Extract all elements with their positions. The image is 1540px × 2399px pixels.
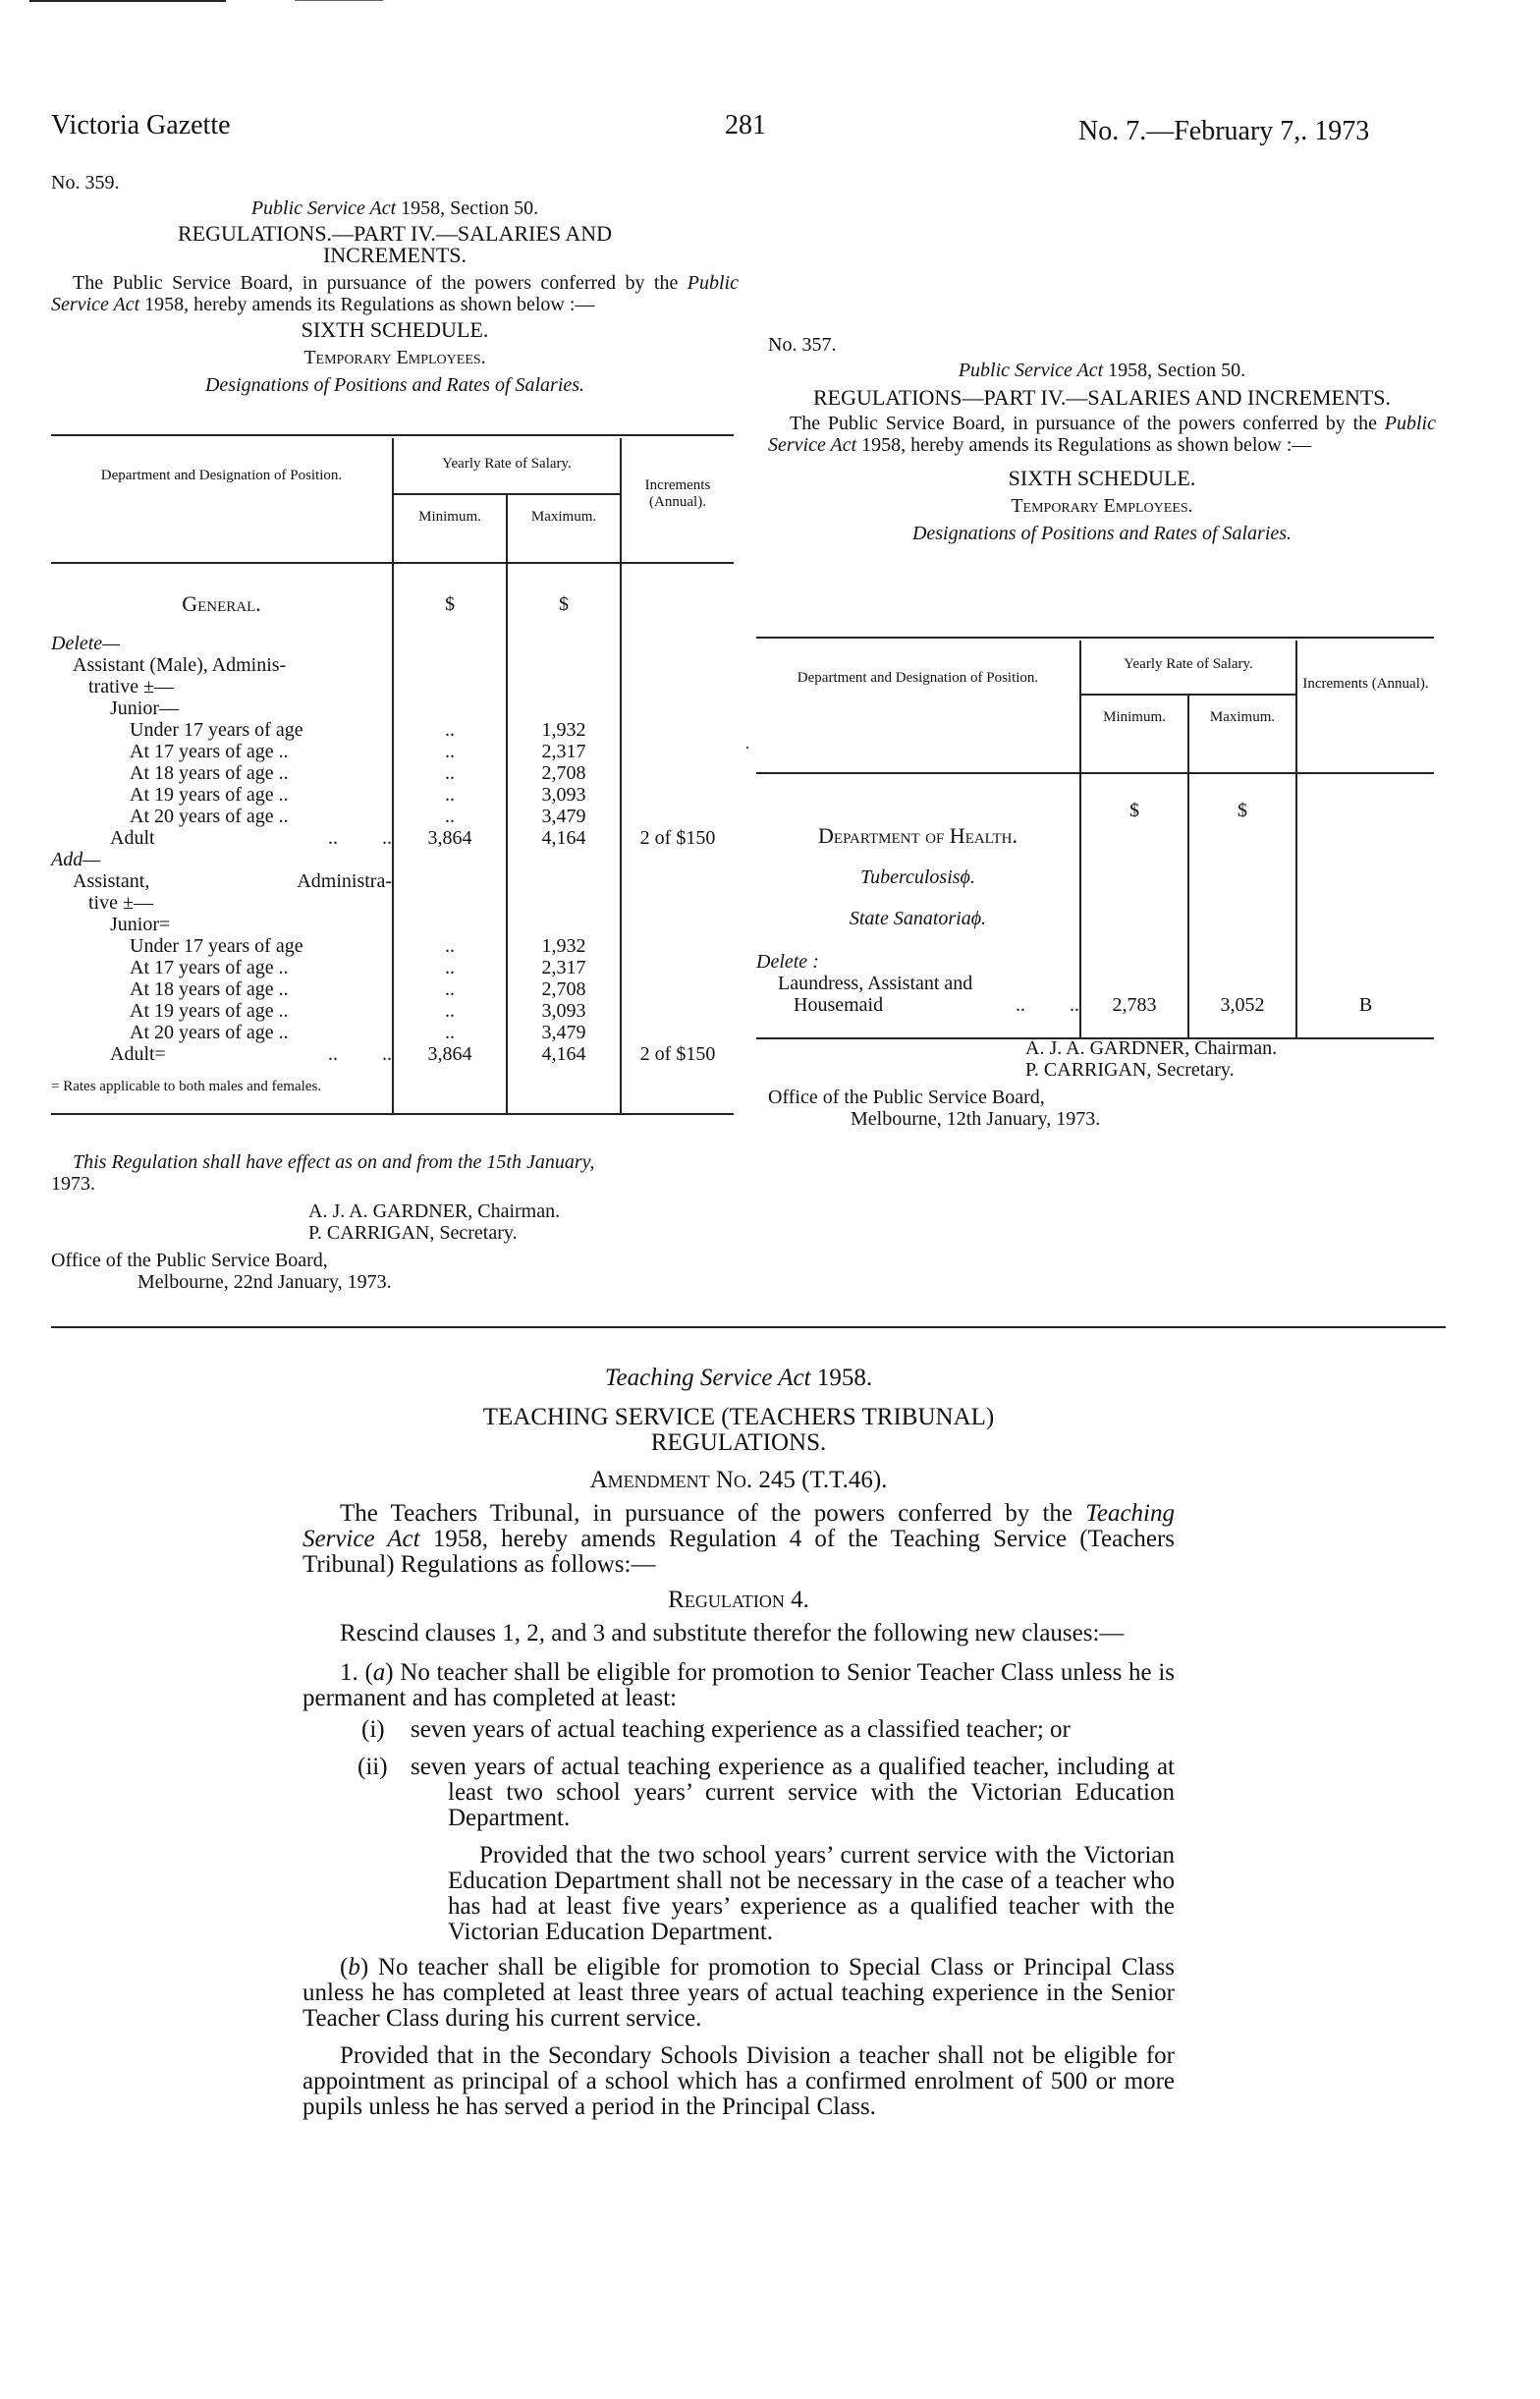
row-label: Adult= .. .. [110, 1043, 392, 1065]
table-footnote: = Rates applicable to both males and females. [51, 1065, 393, 1114]
cell-increments [621, 1022, 734, 1043]
teaching-notice [302, 1366, 1175, 2120]
place-date: Melbourne, 12th January, 1973. [851, 1108, 1101, 1130]
proviso-2: Provided that in the Secondary Schools Division a teacher shall not be eligible for appointment as principal of a school which has a confirmed enrolment of 500 or more pupils unless he has served a period in the Principal Class. [302, 2042, 1175, 2120]
table-row [51, 1022, 734, 1043]
row-label: At 20 years of age .. [130, 806, 289, 827]
notice-intro: The Public Service Board, in pursuance of the powers conferred by the Public Service Act 1958, hereby amends its Regulations as shown below :— [51, 272, 739, 315]
position-name: Assistant (Male), Adminis- [73, 654, 287, 676]
col-header-yearly-rate: Yearly Rate of Salary. [1080, 641, 1296, 695]
table-row [51, 806, 734, 827]
table-row [51, 762, 734, 784]
cell-maximum: 4,164 [507, 827, 621, 849]
signatory-secretary: P. CARRIGAN, Secretary. [308, 1222, 518, 1244]
schedule-subtitle: Designations of Positions and Rates of Salaries. [911, 523, 1292, 544]
col-header-designation: Department and Designation of Position. [756, 641, 1080, 773]
act-reference: Teaching Service Act 1958. [604, 1365, 873, 1391]
row-label: At 20 years of age .. [130, 1022, 289, 1043]
notice-357-footer [768, 1037, 1436, 1130]
institution-name: State Sanatoriaϕ. [849, 908, 987, 929]
position-name: Laundress, Assistant and [778, 973, 973, 994]
scan-edge-mark [295, 0, 383, 1]
section-general: General. [182, 591, 261, 616]
row-label: At 19 years of age .. [130, 784, 289, 806]
schedule-category: Temporary Employees. [1011, 495, 1193, 517]
notice-359-footer [51, 1151, 734, 1293]
cell-maximum: 3,052 [1220, 994, 1265, 1016]
schedule-subtitle: Designations of Positions and Rates of Salaries. [204, 374, 585, 396]
notice-intro: The Teachers Tribunal, in pursuance of the powers conferred by the Teaching Service Act 1958, hereby amends Regulation 4 of the Teaching Service (Teachers Tribunal) Regulations as follows:— [302, 1500, 1175, 1578]
department-name: Department of Health. [818, 823, 1018, 848]
cell-minimum: .. [393, 762, 507, 784]
row-label: At 17 years of age .. [130, 957, 289, 978]
cell-increments: 2 of $150 [621, 827, 734, 849]
position-name-cont: Housemaid .. .. [794, 994, 1079, 1016]
row-label: Adult .. .. [110, 827, 392, 849]
cell-minimum: .. [393, 784, 507, 806]
cell-minimum: .. [393, 1022, 507, 1043]
table-row [51, 935, 734, 957]
currency-min: $ [393, 563, 507, 615]
cell-maximum: 2,708 [507, 978, 621, 1000]
notice-title: REGULATIONS.—PART IV.—SALARIES AND INCREMENTS. [178, 221, 612, 267]
notice-intro: The Public Service Board, in pursuance of the powers conferred by the Public Service Act 1958, hereby amends its Regulations as shown below :— [768, 413, 1436, 456]
cell-increments: 2 of $150 [621, 1043, 734, 1065]
notice-number: No. 357. [768, 334, 837, 356]
cell-minimum: .. [393, 957, 507, 978]
cell-increments [621, 719, 734, 741]
col-header-maximum: Maximum. [1188, 695, 1296, 773]
regulation-heading: Regulation 4. [668, 1587, 809, 1613]
table-row [51, 957, 734, 978]
salary-table-357 [756, 641, 1434, 1039]
notice-title: TEACHING SERVICE (TEACHERS TRIBUNAL) [482, 1404, 995, 1430]
section-divider [51, 1326, 1446, 1328]
add-label: Add— [51, 849, 100, 870]
delete-label: Delete : [756, 951, 819, 973]
col-header-increments: Increments (Annual). [621, 438, 734, 563]
signatory-chairman: A. J. A. GARDNER, Chairman. [1025, 1037, 1278, 1059]
row-label: Under 17 years of age [130, 935, 303, 957]
proviso-1: Provided that the two school years’ current service with the Victorian Education Department shall not be necessary in the case of a teacher who has had at least five years’ experience as a qualified teacher with the Victorian Education Department. [448, 1842, 1175, 1945]
signatory-secretary: P. CARRIGAN, Secretary. [1025, 1059, 1235, 1081]
col-header-designation: Department and Designation of Position. [51, 438, 393, 563]
table-row [51, 978, 734, 1000]
position-name-cont: trative ±— [88, 676, 175, 697]
place-date: Melbourne, 22nd January, 1973. [138, 1271, 392, 1293]
clause-b: (b) No teacher shall be eligible for promotion to Special Class or Principal Class unless he has completed at least three years of actual teaching experience in the Senior Teacher Class during his current service. [302, 1954, 1175, 2032]
schedule-heading: SIXTH SCHEDULE. [301, 317, 489, 342]
junior-label: Junior— [110, 697, 179, 719]
junior-label: Junior= [110, 914, 171, 935]
cell-minimum: 2,783 [1112, 994, 1157, 1016]
table-row [51, 784, 734, 806]
effective-year: 1973. [51, 1173, 95, 1195]
cell-increments [621, 784, 734, 806]
position-name: Assistant, Administra- [73, 870, 392, 892]
rescind-instruction: Rescind clauses 1, 2, and 3 and substitute therefor the following new clauses:— [340, 1620, 1125, 1646]
act-reference: Public Service Act 1958, Section 50. [958, 360, 1246, 381]
table-top-rule [51, 434, 734, 436]
cell-minimum: .. [393, 719, 507, 741]
col-header-increments: Increments (Annual). [1296, 641, 1434, 773]
table-row [51, 1043, 734, 1065]
cell-maximum: 1,932 [507, 935, 621, 957]
cell-increments [621, 806, 734, 827]
col-header-minimum: Minimum. [393, 494, 507, 563]
cell-maximum: 4,164 [507, 1043, 621, 1065]
salary-table-359 [51, 438, 734, 1115]
cell-increments: B [1358, 994, 1373, 1016]
col-header-maximum: Maximum. [507, 494, 621, 563]
schedule-heading: SIXTH SCHEDULE. [1008, 466, 1196, 490]
cell-maximum: 3,093 [507, 1000, 621, 1022]
subclause-ii: (ii) seven years of actual teaching experience as a qualified teacher, including at least two school years’ current service with the Victorian Education Department. [358, 1754, 1175, 1831]
cell-minimum: .. [393, 806, 507, 827]
notice-number: No. 359. [51, 172, 120, 194]
scan-edge-mark [29, 0, 226, 2]
amendment-number: Amendment No. 245 (T.T.46). [589, 1467, 888, 1493]
notice-title: REGULATIONS—PART IV.—SALARIES AND INCREMENTS. [812, 385, 1392, 410]
cell-maximum: 3,093 [507, 784, 621, 806]
cell-increments [621, 978, 734, 1000]
cell-minimum: 3,864 [393, 827, 507, 849]
page-number: 281 [725, 110, 766, 140]
row-label: At 17 years of age .. [130, 741, 289, 762]
cell-maximum: 2,317 [507, 741, 621, 762]
row-label: At 18 years of age .. [130, 762, 289, 784]
issue-date: No. 7.—February 7,. 1973 [1078, 116, 1370, 146]
cell-maximum: 3,479 [507, 806, 621, 827]
currency-min: $ [1129, 800, 1139, 821]
row-label: At 18 years of age .. [130, 978, 289, 1000]
cell-maximum: 3,479 [507, 1022, 621, 1043]
publication-title: Victoria Gazette [51, 110, 231, 140]
col-header-yearly-rate: Yearly Rate of Salary. [393, 438, 621, 494]
delete-label: Delete— [51, 633, 120, 654]
subclause-i: (i) seven years of actual teaching experience as a classified teacher; or [361, 1716, 1071, 1743]
cell-minimum: .. [393, 978, 507, 1000]
office-line: Office of the Public Service Board, [51, 1250, 328, 1271]
cell-maximum: 2,708 [507, 762, 621, 784]
position-name-cont: tive ±— [88, 892, 153, 914]
signatory-chairman: A. J. A. GARDNER, Chairman. [308, 1200, 561, 1222]
table-row [51, 1000, 734, 1022]
schedule-category: Temporary Employees. [303, 347, 486, 368]
cell-minimum: .. [393, 741, 507, 762]
notice-357 [768, 334, 1436, 544]
office-line: Office of the Public Service Board, [768, 1087, 1045, 1108]
table-top-rule [756, 637, 1434, 639]
cell-minimum: .. [393, 1000, 507, 1022]
effective-date-statement: This Regulation shall have effect as on and from the 15th January, [73, 1151, 595, 1173]
notice-359 [51, 172, 739, 396]
currency-max: $ [507, 563, 621, 615]
cell-increments [621, 957, 734, 978]
currency-max: $ [1238, 800, 1247, 821]
cell-minimum: 3,864 [393, 1043, 507, 1065]
act-reference: Public Service Act 1958, Section 50. [250, 197, 539, 219]
cell-minimum: .. [393, 935, 507, 957]
cell-increments [621, 741, 734, 762]
notice-title-cont: REGULATIONS. [650, 1429, 827, 1456]
table-row [51, 827, 734, 849]
col-header-minimum: Minimum. [1080, 695, 1188, 773]
row-label: At 19 years of age .. [130, 1000, 289, 1022]
cell-maximum: 1,932 [507, 719, 621, 741]
cell-increments [621, 1000, 734, 1022]
clause-1a: 1. (a) No teacher shall be eligible for promotion to Senior Teacher Class unless he is permanent and has completed at least: [302, 1659, 1175, 1711]
cell-increments [621, 935, 734, 957]
table-row [51, 741, 734, 762]
table-row [51, 719, 734, 741]
cell-maximum: 2,317 [507, 957, 621, 978]
branch-name: Tuberculosisϕ. [860, 866, 975, 888]
row-label: Under 17 years of age [130, 719, 303, 741]
cell-increments [621, 762, 734, 784]
